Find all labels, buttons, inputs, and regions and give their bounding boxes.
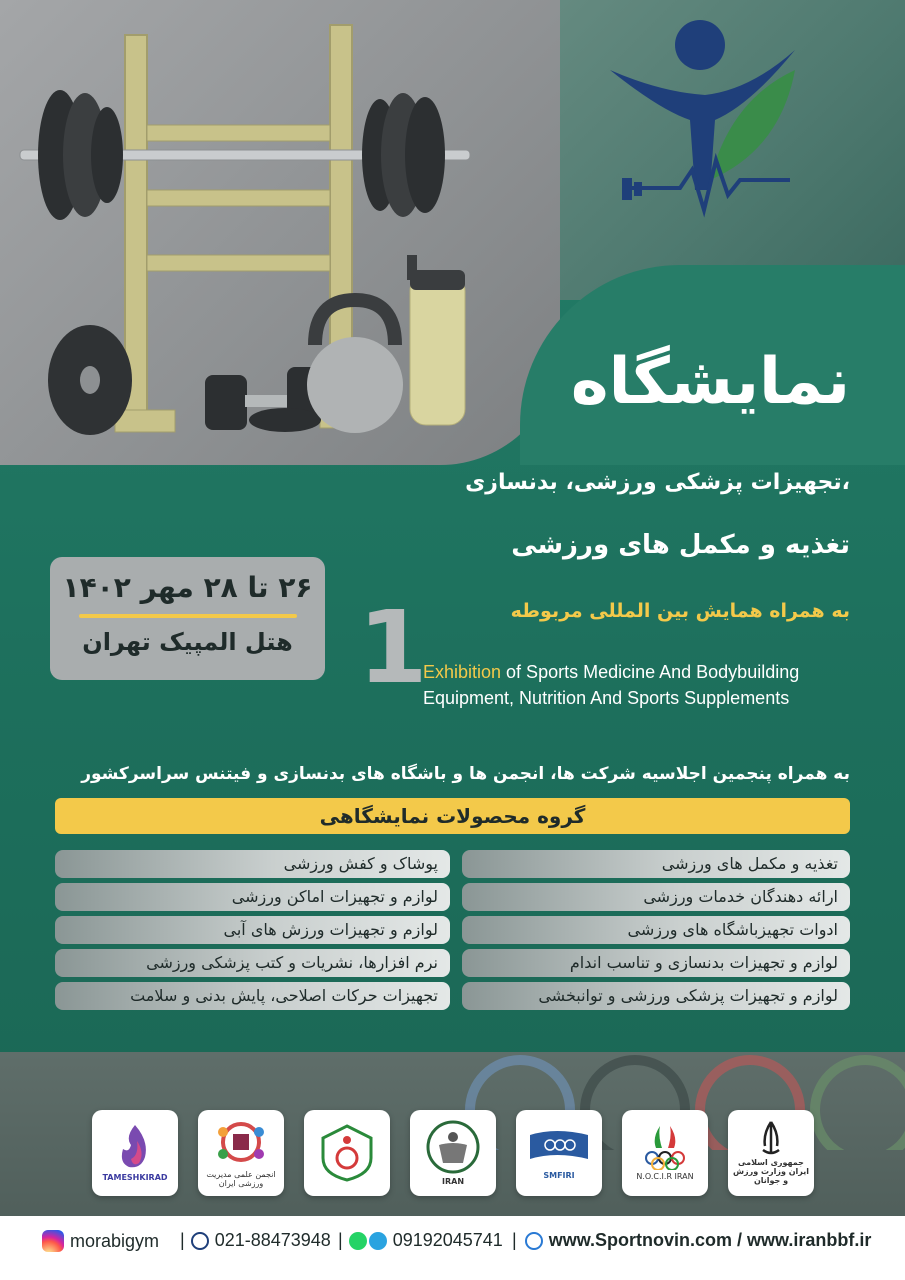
people-circle-icon (213, 1118, 269, 1168)
globe-icon (525, 1232, 543, 1250)
sports-medicine-federation-logo (516, 1110, 602, 1196)
category-item: لوازم و تجهیزات پزشکی ورزشی و توانبخشی (462, 982, 850, 1010)
subtitle-line-1: تجهیزات پزشکی ورزشی، بدنسازی، (465, 470, 850, 495)
phone-contact[interactable] (180, 1230, 331, 1251)
category-item: پوشاک و کفش ورزشی (55, 850, 450, 878)
instagram-icon (42, 1230, 64, 1252)
english-title-line-1 (423, 662, 799, 683)
flame-icon (115, 1123, 155, 1171)
wheelchair-shield-icon (321, 1124, 373, 1182)
olympic-flame-icon (638, 1124, 692, 1170)
ministry-sports-youth-logo (728, 1110, 814, 1196)
category-item: تغذیه و مکمل های ورزشی (462, 850, 850, 878)
mobile-number: 09192045741 (392, 1230, 503, 1250)
page-title: نمایشگاه (570, 345, 850, 419)
logo-caption: SMFIRI (543, 1171, 575, 1181)
category-item: لوازم و تجهیزات اماکن ورزشی (55, 883, 450, 911)
date-divider (79, 614, 297, 618)
website-urls: www.Sportnovin.com / www.iranbbf.ir (548, 1230, 872, 1250)
event-date: ۲۶ تا ۲۸ مهر ۱۴۰۲ (62, 571, 313, 604)
logo-caption: انجمن علمی مدیریت ورزشی ایران (206, 1169, 276, 1188)
sportnovin-brand-icon (600, 10, 800, 220)
english-title-accent: Exhibition (423, 662, 502, 682)
olympic-committee-logo (622, 1110, 708, 1196)
category-item: تجهیزات حرکات اصلاحی، پایش بدنی و سلامت (55, 982, 450, 1010)
english-title-rest: of Sports Medicine And Bodybuilding (501, 662, 800, 682)
instagram-handle: morabigym (70, 1230, 160, 1251)
separator: | (512, 1230, 517, 1250)
along-with-text: به همراه پنجمین اجلاسیه شرکت ها، انجمن ها و باشگاه های بدنسازی و فیتنس سراسرکشور (81, 764, 850, 784)
separator: | (338, 1230, 343, 1250)
sports-management-association-logo (198, 1110, 284, 1196)
edition-number: 1 (358, 589, 428, 706)
bodybuilding-federation-logo (410, 1110, 496, 1196)
logo-caption: IRAN (441, 1177, 465, 1187)
english-title-line-2: Equipment, Nutrition And Sports Supplements (423, 688, 790, 708)
logo-caption: N.O.C.I.R IRAN (636, 1172, 694, 1182)
logo-caption: جمهوری اسلامی ایران وزارت ورزش و جوانان (732, 1158, 810, 1185)
gym-equipment-illustration (15, 15, 475, 445)
subtitle-line-2: تغذیه و مکمل های ورزشی (511, 530, 850, 560)
phone-icon (191, 1232, 209, 1250)
category-item: ارائه دهندگان خدمات ورزشی (462, 883, 850, 911)
telegram-icon (369, 1232, 387, 1250)
bodybuilder-emblem-icon (425, 1119, 481, 1175)
separator: | (180, 1230, 185, 1250)
iran-emblem-icon (753, 1120, 789, 1156)
phone-number: 021-88473948 (214, 1230, 331, 1250)
date-venue-box (50, 557, 325, 680)
category-item: ادوات تجهیزباشگاه های ورزشی (462, 916, 850, 944)
event-venue: هتل المپیک تهران (82, 628, 293, 656)
instagram-contact[interactable] (42, 1230, 159, 1252)
disabled-sports-federation-logo (304, 1110, 390, 1196)
category-item: نرم افزارها، نشریات و کتب پزشکی ورزشی (55, 949, 450, 977)
tameshkirad-logo (92, 1110, 178, 1196)
whatsapp-icon (349, 1232, 367, 1250)
website-contact[interactable] (512, 1230, 871, 1251)
mobile-contact[interactable] (338, 1230, 503, 1251)
conference-text: به همراه همایش بین المللی مربوطه (510, 600, 850, 622)
category-item: لوازم و تجهیزات ورزش های آبی (55, 916, 450, 944)
smfiri-flag-icon (526, 1125, 592, 1169)
product-group-heading: گروه محصولات نمایشگاهی (55, 798, 850, 834)
category-item: لوازم و تجهیزات بدنسازی و تناسب اندام (462, 949, 850, 977)
logo-caption: TAMESHKIRAD (102, 1173, 168, 1183)
